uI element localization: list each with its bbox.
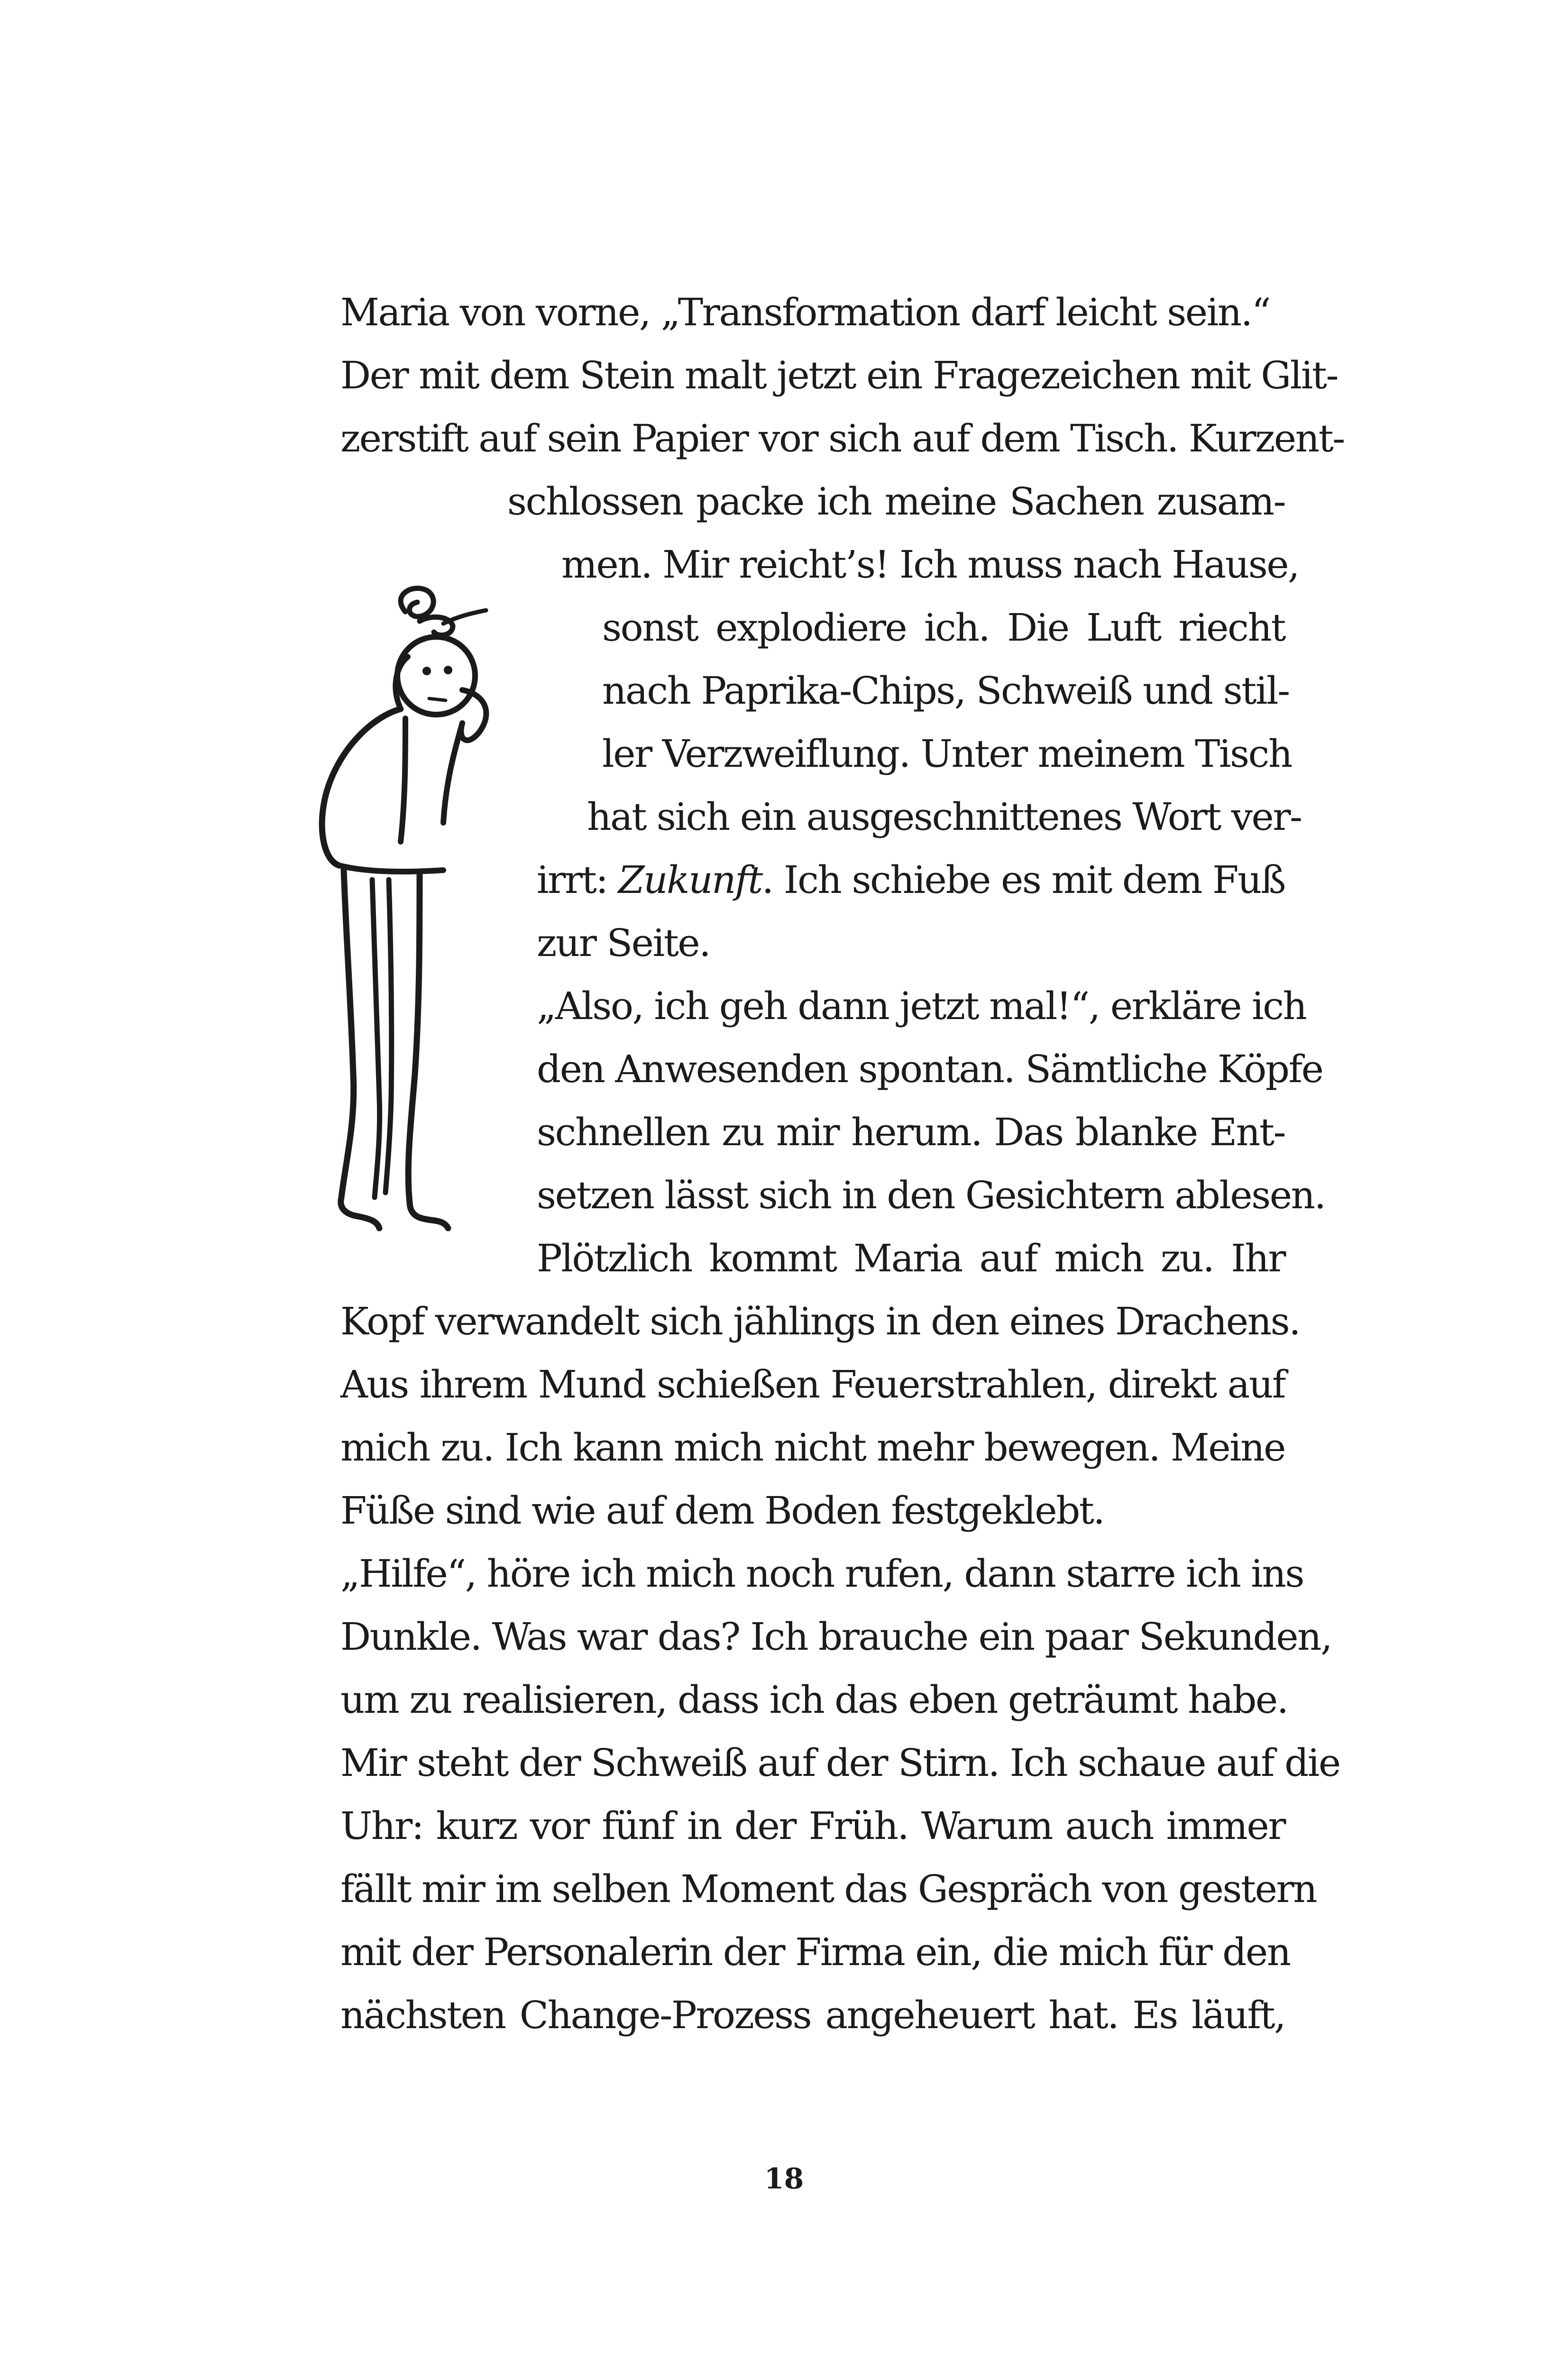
text-line <box>587 785 1302 848</box>
text-line <box>537 848 1285 911</box>
text-line <box>340 407 1344 470</box>
text-line <box>340 1416 1285 1479</box>
text-run: Der mit dem Stein malt jetzt ein Fragezeichen mit Glit- <box>340 353 1338 397</box>
text-run: sonst explodiere ich. Die Luft riecht <box>602 606 1285 650</box>
text-run: schnellen zu mir herum. Das blanke Ent- <box>537 1110 1285 1154</box>
text-run: Mir steht der Schweiß auf der Stirn. Ich schaue auf die <box>340 1741 1340 1785</box>
text-run: Kopf verwandelt sich jählings in den eines Drachens. <box>340 1299 1300 1343</box>
text-run: zerstift auf sein Papier vor sich auf dem Tisch. Kurzent- <box>340 416 1344 460</box>
text-run: Dunkle. Was war das? Ich brauche ein paar Sekunden, <box>340 1615 1331 1659</box>
text-line <box>340 1857 1317 1921</box>
text-line <box>340 281 1285 344</box>
text-run: nächsten Change-Prozess angeheuert hat. Es läuft, <box>340 1993 1285 2037</box>
text-line <box>602 596 1285 659</box>
text-run: irrt: <box>537 858 618 902</box>
text-run: „Also, ich geh dann jetzt mal!“, erkläre ich <box>537 984 1306 1028</box>
text-line <box>340 1731 1340 1794</box>
text-line <box>537 1227 1285 1290</box>
text-run: Maria von vorne, „Transformation darf leicht sein.“ <box>340 290 1270 334</box>
text-run: „Hilfe“, höre ich mich noch rufen, dann starre ich ins <box>340 1552 1303 1596</box>
text-run: schlossen packe ich meine Sachen zusam- <box>507 479 1285 524</box>
text-run: men. Mir reicht’s! Ich muss nach Hause, <box>561 542 1299 587</box>
text-run: nach Paprika-Chips, Schweiß und stil- <box>602 669 1289 713</box>
italic-word: Zukunft <box>618 858 762 902</box>
text-line <box>340 1794 1285 1857</box>
text-line <box>340 1605 1331 1668</box>
text-run: setzen lässt sich in den Gesichtern ablesen. <box>537 1173 1325 1217</box>
text-line <box>537 1164 1325 1227</box>
page-number: 18 <box>764 2162 804 2196</box>
text-line <box>340 1921 1290 1984</box>
text-run: Plötzlich kommt Maria auf mich zu. Ihr <box>537 1236 1285 1280</box>
text-run: hat sich ein ausgeschnittenes Wort ver- <box>587 795 1302 839</box>
text-line <box>602 659 1289 722</box>
text-line <box>340 344 1338 407</box>
person-holding-head-illustration <box>263 576 529 1250</box>
text-line <box>537 911 1285 974</box>
text-run: ler Verzweiflung. Unter meinem Tisch <box>602 732 1292 776</box>
text-line <box>507 470 1285 533</box>
text-line <box>537 974 1306 1038</box>
text-run: fällt mir im selben Moment das Gespräch von gestern <box>340 1867 1317 1911</box>
text-run: den Anwesenden spontan. Sämtliche Köpfe <box>537 1047 1323 1091</box>
text-run: zur Seite. <box>537 921 710 965</box>
text-line <box>537 1038 1323 1101</box>
text-run: Aus ihrem Mund schießen Feuerstrahlen, direkt auf <box>340 1362 1285 1406</box>
text-run: Uhr: kurz vor fünf in der Früh. Warum auch immer <box>340 1804 1285 1848</box>
text-run: mit der Personalerin der Firma ein, die mich für den <box>340 1930 1290 1974</box>
text-line <box>340 1542 1303 1605</box>
text-line <box>340 1290 1300 1353</box>
text-run: . Ich schiebe es mit dem Fuß <box>761 858 1285 902</box>
text-run: um zu realisieren, dass ich das eben geträumt habe. <box>340 1678 1288 1722</box>
text-line <box>340 1479 1285 1542</box>
text-line <box>340 1353 1285 1416</box>
text-line <box>340 1668 1288 1731</box>
text-run: mich zu. Ich kann mich nicht mehr bewegen. Meine <box>340 1425 1285 1470</box>
text-run: Füße sind wie auf dem Boden festgeklebt. <box>340 1489 1104 1533</box>
text-line <box>537 1101 1285 1164</box>
text-line <box>340 1984 1285 2047</box>
text-line <box>602 722 1292 785</box>
text-line <box>561 533 1299 596</box>
